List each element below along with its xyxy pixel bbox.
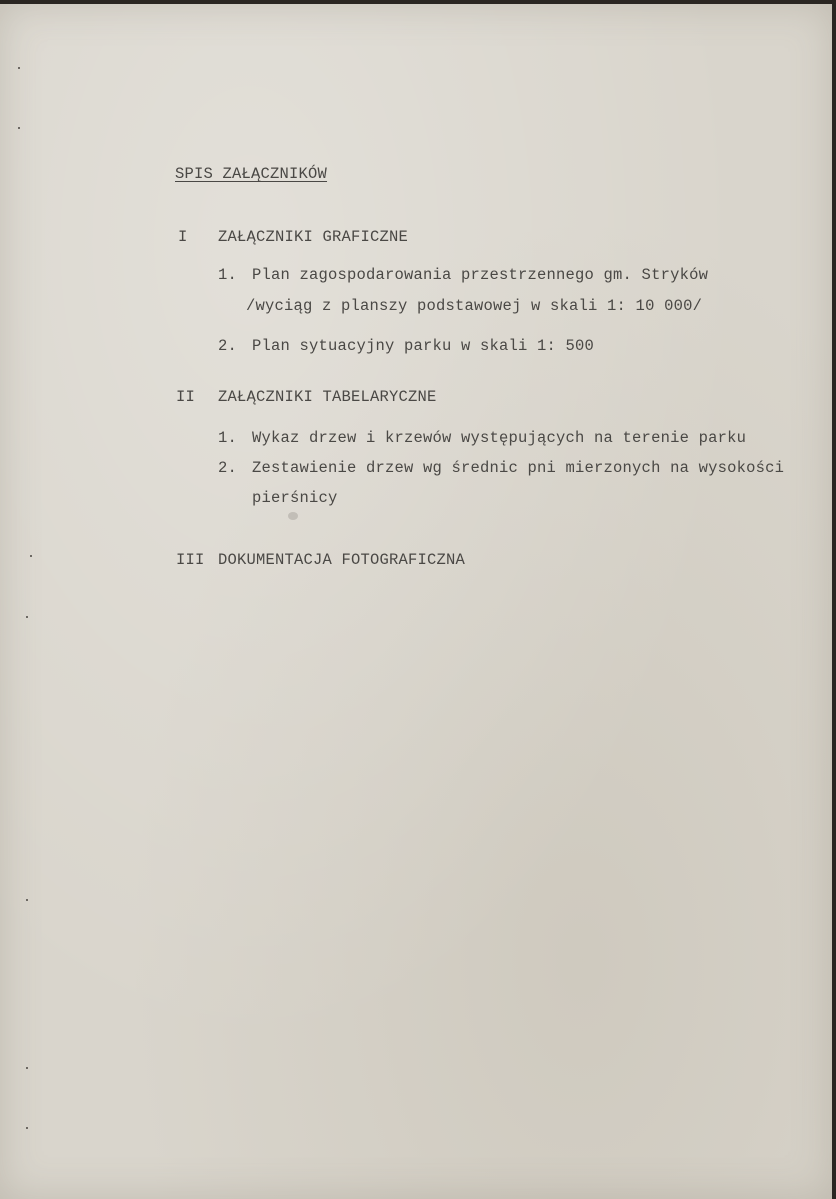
margin-mark — [26, 1067, 28, 1069]
item-number: 2. — [218, 459, 238, 477]
section-title: ZAŁĄCZNIKI TABELARYCZNE — [218, 388, 437, 406]
margin-mark — [26, 616, 28, 618]
margin-mark — [26, 1127, 28, 1129]
section-number: I — [178, 228, 188, 246]
item-text: Plan zagospodarowania przestrzennego gm. Stryków — [252, 266, 709, 284]
item-text: pierśnicy — [252, 489, 338, 507]
item-text: Wykaz drzew i krzewów występujących na terenie parku — [252, 429, 747, 447]
item-text: /wyciąg z planszy podstawowej w skali 1: 10 000/ — [246, 297, 703, 315]
section-title: ZAŁĄCZNIKI GRAFICZNE — [218, 228, 409, 246]
margin-mark — [18, 67, 20, 69]
margin-mark — [18, 127, 20, 129]
margin-mark — [26, 899, 28, 901]
section-number: III — [176, 551, 205, 569]
item-text: Zestawienie drzew wg średnic pni mierzonych na wysokości — [252, 459, 785, 477]
item-number: 2. — [218, 337, 238, 355]
section-number: II — [176, 388, 196, 406]
item-number: 1. — [218, 429, 238, 447]
document-page — [0, 4, 832, 1199]
margin-mark — [30, 555, 32, 557]
document-heading: SPIS ZAŁĄCZNIKÓW — [175, 165, 328, 183]
paper-smudge — [288, 512, 298, 520]
item-number: 1. — [218, 266, 238, 284]
section-title: DOKUMENTACJA FOTOGRAFICZNA — [218, 551, 466, 569]
item-text: Plan sytuacyjny parku w skali 1: 500 — [252, 337, 595, 355]
